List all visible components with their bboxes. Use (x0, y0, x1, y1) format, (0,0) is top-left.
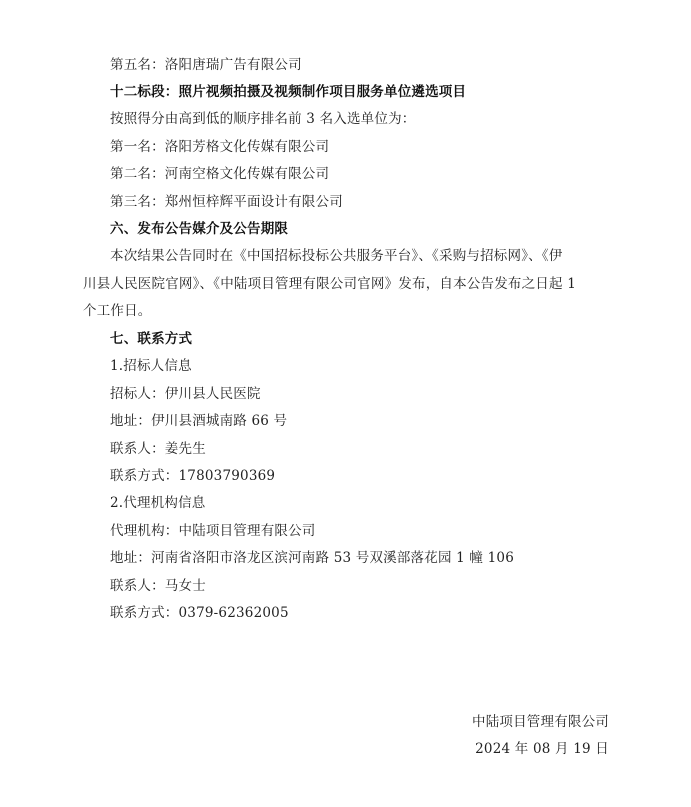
rank-first: 第一名：洛阳芳格文化传媒有限公司 (110, 139, 330, 155)
lot-12-heading: 十二标段：照片视频拍摄及视频制作项目服务单位遴选项目 (110, 84, 467, 100)
agency-contact: 联系人：马女士 (110, 578, 206, 594)
tenderer-phone: 联系方式：17803790369 (110, 468, 276, 484)
publish-paragraph-line-2: 川县人民医院官网》、《中陆项目管理有限公司官网》发布，自本公告发布之日起 1 (83, 276, 576, 292)
agency-info-title: 2.代理机构信息 (110, 495, 206, 511)
agency-phone: 联系方式：0379-62362005 (110, 605, 289, 621)
rank-second: 第二名：河南空格文化传媒有限公司 (110, 166, 330, 182)
section-6-heading: 六、发布公告媒介及公告期限 (110, 221, 289, 237)
lot-12-intro: 按照得分由高到低的顺序排名前 3 名入选单位为： (110, 111, 416, 127)
tenderer-contact: 联系人：姜先生 (110, 441, 206, 457)
tenderer-info-title: 1.招标人信息 (110, 358, 192, 374)
signature-company: 中陆项目管理有限公司 (472, 714, 609, 730)
agency-name: 代理机构：中陆项目管理有限公司 (110, 523, 316, 539)
publish-paragraph-line-3: 个工作日。 (83, 303, 152, 319)
signature-date: 2024 年 08 月 19 日 (475, 741, 609, 757)
tenderer-name: 招标人：伊川县人民医院 (110, 386, 261, 402)
agency-address: 地址：河南省洛阳市洛龙区滨河南路 53 号双溪部落花园 1 幢 106 (110, 550, 514, 566)
publish-paragraph-line-1: 本次结果公告同时在《中国招标投标公共服务平台》、《采购与招标网》、《伊 (110, 248, 563, 264)
tenderer-address: 地址：伊川县酒城南路 66 号 (110, 413, 288, 429)
rank-third: 第三名：郑州恒梓辉平面设计有限公司 (110, 194, 343, 210)
section-7-heading: 七、联系方式 (110, 331, 193, 347)
rank-fifth: 第五名：洛阳唐瑞广告有限公司 (110, 57, 302, 73)
